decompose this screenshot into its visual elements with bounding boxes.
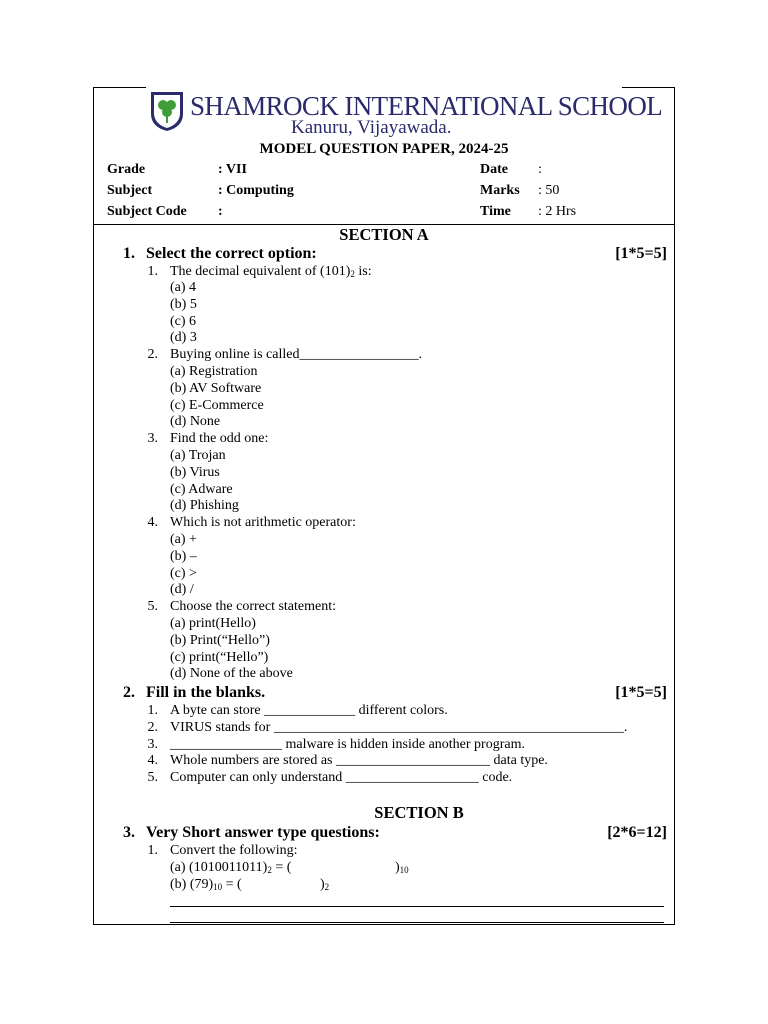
marks-value: : 50 [538, 183, 560, 198]
subject-code-label: Subject Code [107, 204, 187, 219]
q2-item-text: Whole numbers are stored as ______________________ data type. [170, 753, 548, 768]
paper-title: MODEL QUESTION PAPER, 2024-25 [259, 141, 509, 157]
q1-marks: [1*5=5] [615, 245, 667, 262]
q1-item-number: 5. [147, 599, 158, 614]
grade-value: : VII [218, 162, 247, 177]
q1-item-text: Choose the correct statement: [170, 599, 336, 614]
marks-label: Marks [480, 183, 520, 198]
option: (c) 6 [170, 314, 197, 329]
conversion-a: (a) $(1010011011)_2$ = ( [170, 860, 292, 875]
q3-item-number: 1. [147, 843, 158, 858]
option: (d) None of the above [170, 666, 293, 681]
option: (a) 4 [170, 280, 197, 295]
conversion-b-result: )$_2$ [320, 877, 330, 892]
q3-item-text: Convert the following: [170, 843, 298, 858]
option: (b) 5 [170, 297, 197, 312]
section-a-title: SECTION A [339, 225, 429, 244]
q1-item-number: 1. [147, 264, 158, 279]
q1-item-text: Buying online is called_________________. [170, 347, 422, 362]
section-b-title: SECTION B [374, 803, 464, 822]
q1-item-number: 4. [147, 515, 158, 530]
option: (a) + [170, 532, 197, 547]
option: (c) E-Commerce [170, 398, 264, 413]
option: (c) > [170, 566, 197, 581]
option: (d) / [170, 582, 194, 597]
date-label: Date [480, 162, 508, 177]
option: (c) print(“Hello”) [170, 650, 269, 665]
q1-number: 1. [123, 245, 135, 262]
q2-item-text: ________________ malware is hidden inside another program. [170, 737, 525, 752]
subject-code-value: : [218, 204, 223, 219]
conversion-a-result: )$_{10}$ [395, 860, 409, 875]
option: (c) Adware [170, 482, 233, 497]
q1-item-text: Which is not arithmetic operator: [170, 515, 356, 530]
school-location: Kanuru, Vijayawada. [291, 117, 452, 138]
grade-label: Grade [107, 162, 146, 177]
subject-value: : Computing [218, 183, 294, 198]
option: (b) Print(“Hello”) [170, 633, 270, 648]
option: (b) AV Software [170, 381, 262, 396]
q2-heading: Fill in the blanks. [146, 684, 266, 701]
option: (d) None [170, 414, 221, 429]
conversion-b: (b) $(79)_{10}$ = ( [170, 877, 242, 892]
shamrock-crest-icon [149, 90, 185, 132]
q2-marks: [1*5=5] [615, 684, 667, 701]
q2-item-text: Computer can only understand ___________________ code. [170, 770, 513, 785]
q2-item-number: 1. [147, 703, 158, 718]
answer-line [170, 906, 664, 907]
q2-item-number: 3. [147, 737, 158, 752]
option: (d) 3 [170, 330, 197, 345]
option: (a) print(Hello) [170, 616, 256, 631]
time-value: : 2 Hrs [538, 204, 577, 219]
option: (a) Registration [170, 364, 258, 379]
option: (b) – [170, 549, 197, 564]
q1-heading: Select the correct option: [146, 245, 317, 262]
q3-number: 3. [123, 824, 135, 841]
option: (d) Phishing [170, 498, 239, 513]
q1-item-number: 2. [147, 347, 158, 362]
subject-label: Subject [107, 183, 153, 198]
time-label: Time [480, 204, 511, 219]
q1-item-text: Find the odd one: [170, 431, 269, 446]
option: (b) Virus [170, 465, 220, 480]
q2-number: 2. [123, 684, 135, 701]
q3-marks: [2*6=12] [607, 824, 667, 841]
school-name: SHAMROCK INTERNATIONAL SCHOOL [190, 91, 663, 121]
q2-item-number: 4. [147, 753, 158, 768]
option: (a) Trojan [170, 448, 226, 463]
q2-item-number: 5. [147, 770, 158, 785]
q2-item-text: A byte can store _____________ different colors. [170, 703, 448, 718]
q1-item-number: 3. [147, 431, 158, 446]
q2-item-number: 2. [147, 720, 158, 735]
q2-item-text: VIRUS stands for __________________________________________________. [170, 720, 628, 735]
date-value: : [538, 162, 542, 177]
q1-item-text: The decimal equivalent of $(101)_2$ is: [170, 264, 372, 279]
answer-line [170, 922, 664, 923]
q3-heading: Very Short answer type questions: [146, 824, 380, 841]
